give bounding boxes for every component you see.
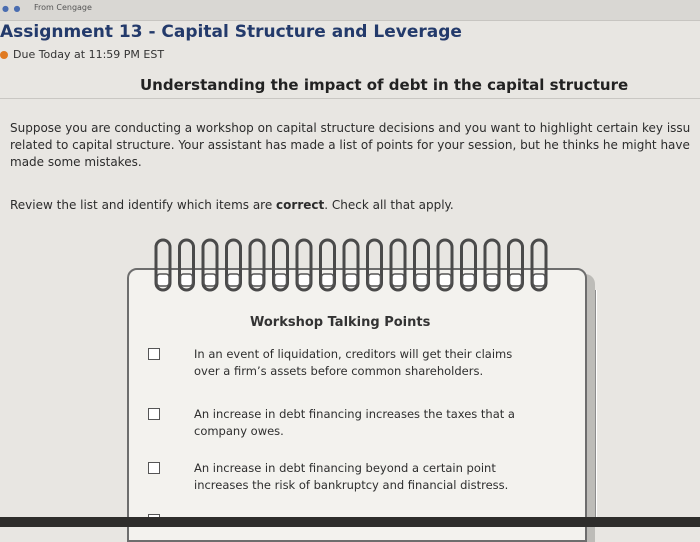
item-line: increases the risk of bankruptcy and financial distress. xyxy=(194,478,509,492)
spiral-hole xyxy=(463,274,475,286)
window-controls-icon[interactable]: ● ● xyxy=(2,4,22,13)
spiral-hole xyxy=(251,274,263,286)
spiral-hole xyxy=(275,274,287,286)
spiral-hole xyxy=(181,274,193,286)
spiral-hole xyxy=(533,274,545,286)
item-line: An increase in debt financing increases the taxes that a xyxy=(194,407,515,421)
intro-line: related to capital structure. Your assistant has made a list of points for your session, but he thinks he might have xyxy=(10,138,690,152)
review-prefix: Review the list and identify which items are xyxy=(10,198,277,212)
spiral-hole xyxy=(228,274,240,286)
checklist-item-text xyxy=(194,346,554,380)
spiral-hole xyxy=(345,274,357,286)
spiral-hole xyxy=(369,274,381,286)
checklist-item-text xyxy=(194,406,554,440)
spiral-hole xyxy=(416,274,428,286)
browser-top-bar xyxy=(0,0,700,21)
spiral-hole xyxy=(510,274,522,286)
intro-line: made some mistakes. xyxy=(10,155,142,169)
due-date-text: Due Today at 11:59 PM EST xyxy=(13,48,165,61)
spiral-binding-icon xyxy=(150,236,560,298)
spiral-hole xyxy=(486,274,498,286)
spiral-hole xyxy=(204,274,216,286)
review-emphasis: correct xyxy=(276,198,325,212)
item-line: over a firm’s assets before common shareholders. xyxy=(194,364,484,378)
screen-bottom-edge xyxy=(0,517,700,527)
intro-line: Suppose you are conducting a workshop on capital structure decisions and you want to highlight certain key issu xyxy=(10,121,691,135)
spiral-hole xyxy=(439,274,451,286)
checkbox[interactable] xyxy=(148,408,160,420)
section-title: Understanding the impact of debt in the capital structure xyxy=(140,76,629,94)
checkbox[interactable] xyxy=(148,462,160,474)
item-line: In an event of liquidation, creditors will get their claims xyxy=(194,347,513,361)
checklist-item-text xyxy=(194,460,554,494)
notepad-title: Workshop Talking Points xyxy=(250,315,431,330)
notepad xyxy=(127,268,587,542)
brand-label: From Cengage xyxy=(34,3,92,12)
item-line: An increase in debt financing beyond a certain point xyxy=(194,461,496,475)
intro-text xyxy=(10,120,698,171)
review-instruction xyxy=(10,198,454,212)
spiral-hole xyxy=(157,274,169,286)
assignment-title: Assignment 13 - Capital Structure and Leverage xyxy=(0,22,462,42)
checkbox[interactable] xyxy=(148,348,160,360)
item-line: company owes. xyxy=(194,424,284,438)
review-suffix: . Check all that apply. xyxy=(324,198,454,212)
divider xyxy=(0,98,700,99)
spiral-hole xyxy=(322,274,334,286)
due-status-icon xyxy=(0,51,8,59)
due-date xyxy=(0,48,164,61)
spiral-hole xyxy=(298,274,310,286)
spiral-hole xyxy=(392,274,404,286)
